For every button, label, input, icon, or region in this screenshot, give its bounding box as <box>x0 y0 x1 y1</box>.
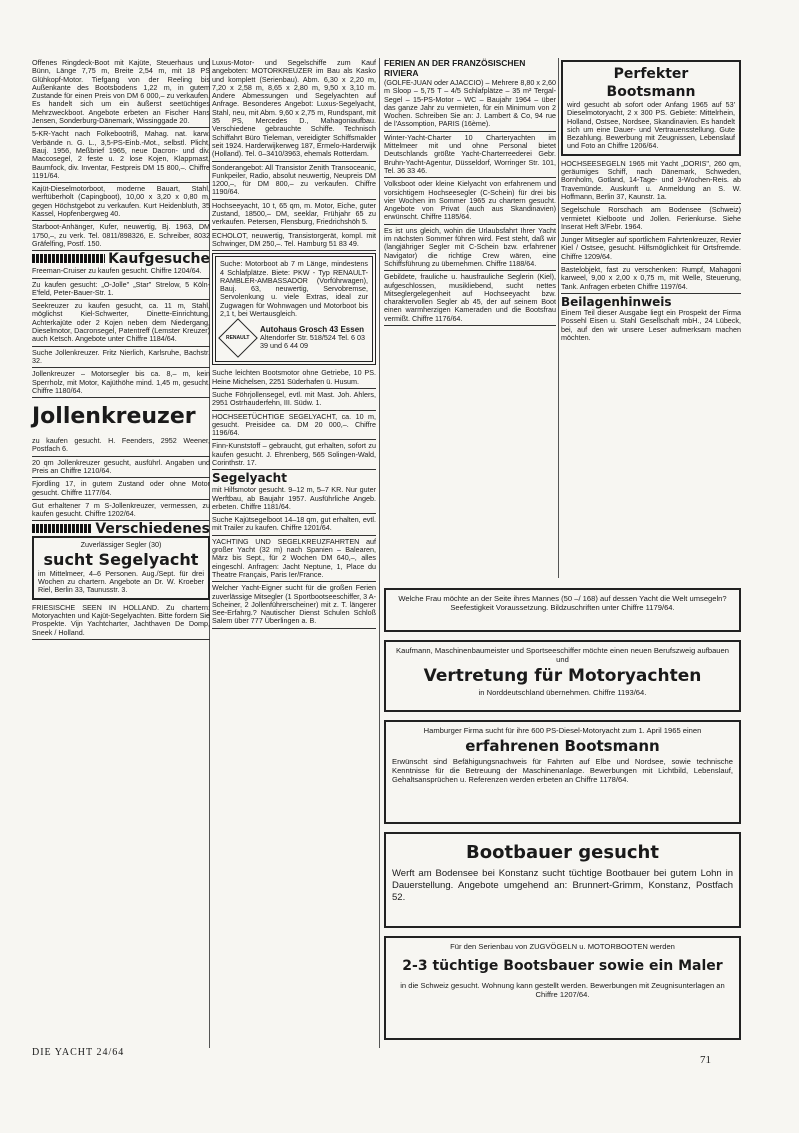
classified-ad: FRIESISCHE SEEN IN HOLLAND. Zu chartern: Motoryachten und Kajüt-Segelyachten. Bitte fordern Sie Prospekte. Vijn Yachtcharter, Jachthaven De Domp, Sneek / Holland. <box>32 603 210 640</box>
boxed-ad-wide <box>384 720 741 824</box>
section-header-kaufgesuche <box>32 250 210 267</box>
dealer-block <box>220 318 368 358</box>
display-headline: Jollenkreuzer <box>32 404 196 430</box>
classified-ad: Welcher Yacht-Eigner sucht für die großen Ferien zuverlässige Mitsegler (1 Sportbootseeschiffer, 3 A-Scheiner, 2 Jollenführerscheiner) mit z. T. längerer See-Erfahrg.? Nautischer Dienst Schulen Schloß Salem über 777 Überlingen a. B. <box>212 583 376 628</box>
ad-headline: sucht Segelyacht <box>43 549 199 569</box>
classified-ad: Suche Jollenkreuzer. Fritz Nierlich, Karlsruhe, Bachstr. 32. <box>32 348 210 369</box>
display-headline: Beilagenhinweis <box>561 294 672 309</box>
classified-ad: Freeman-Cruiser zu kaufen gesucht. Chiffre 1204/64. <box>32 266 210 278</box>
boxed-ad-inner <box>215 256 373 362</box>
boxed-ad <box>32 536 210 599</box>
boxed-ad-wide <box>384 936 741 1040</box>
section-title: Kaufgesuche <box>108 250 210 267</box>
footer-issue: DIE YACHT 24/64 <box>32 1047 125 1058</box>
classified-ad: Zu kaufen gesucht: „O-Jolle" „Star" Strelow, 5 Köln-E'feld, Peter-Bauer-Str. 1. <box>32 280 210 301</box>
classified-ad: Winter-Yacht-Charter 10 Charteryachten im Mittelmeer mit und ohne Personal bietet Deutschlands größte Yacht-Charterreederei Gebr. Bruhn-Yacht-Agentur, Düsseldorf, Worringer Str. 101, Tel. 36 33 46. <box>384 133 556 178</box>
ad-body: in Norddeutschland übernehmen. Chiffre 1193/64. <box>478 688 647 697</box>
classified-ad: Offenes Ringdeck-Boot mit Kajüte, Steuerhaus und Bünn, Länge 7,75 m, Breite 2,54 m, mit 18 PS Glühkopf-Motor. Tiefgang von der Reeling bis Außenkante des Bootsbodens 1,22 m, in gutem Zustande für einen Preis von DM 6 000,– zu verkaufen. Es handelt sich um ein äußerst seetüchtiges Mehrzweckboot. Angebote erbeten an Fischer Hans Jensen, Sonderburg-Dänemark, Wissinggade 20. <box>32 58 210 128</box>
classified-ad: Luxus-Motor- und Segelschiffe zum Kauf angeboten: MOTORKREUZER im Bau als Kasko und komplett (Serienbau). Abm. 6,30 x 2,20 m, 7,20 x 2,58 m, 8,65 x 2,80 m, 9,50 x 3,10 m. Andere Abmessungen und Segelyachten auf Anfrage. Besonderes Angebot: Luxus-Segelyacht, Stahl, neu, mit Abm. 9,60 x 2,75 m, Rundspant, mit 35 PS, Mercedes D., Mahagoniaufbau. Verschiedene gebrauchte Schiffe. Technisch Schiffahrt Büro Tieleman, vereidigter Schiffsmakler seit 1924. Harderwijkerweg 187, Ermelo-Harderwijk (Holland). Tel. 0–3410/3963, ehemals Rotterdam. <box>212 58 376 162</box>
classified-ad: Hochseeyacht, 10 t, 65 qm, m. Motor, Eiche, guter Zustand, 18500,– DM, seeklar, Frühjahr 65 zu verkaufen. Petersen, Flensburg, Friedrichshöh 5. <box>212 201 376 230</box>
classified-ad: Kajüt-Dieselmotorboot, moderne Bauart, Stahl, werftüberholt (Capingboot), 10,00 x 3,20 x 0,80 m, gegen Höchstgebot zu verkaufen. Kurt Heidenbluth, 35 Kassel, Hopfenbergweg 40. <box>32 184 210 221</box>
column-4 <box>561 58 741 342</box>
ad-intro: Hamburger Firma sucht für ihre 600 PS-Diesel-Motoryacht zum 1. April 1965 einen <box>423 726 702 735</box>
renault-logo-icon <box>218 319 258 359</box>
classified-ad: HOCHSEESEGELN 1965 mit Yacht „DORIS", 260 qm, geräumiges Schiff, nach Dänemark, Schweden, Bornholm, Gotland, 14-Tage- und 3-Wochen-Reis. ab Travemünde. Auskunft u. Anmeldung an S. W. Hoffmann, Berlin 37, Kaunstr. 1a. <box>561 159 741 204</box>
ad-headline: Perfekter Bootsmann <box>606 66 696 100</box>
ad-body: Suche: Motorboot ab 7 m Länge, mindestens 4 Schlafplätze. Biete: PKW - Typ RENAULT-RAMBLER-AMBASSADOR (Vorführwagen), Bauj. 63, neuwertig, Servobremse, Servolenkung u. viele Extras, ideal zur Zugwagen für Wohnwagen und Motorboot bis 2,1 t, bei Wertausgleich. <box>220 259 368 319</box>
classified-ad: Es ist uns gleich, wohin die Urlaubsfahrt Ihrer Yacht im nächsten Sommer führen wird. Fest steht, daß wir (langjähriger Segler mit C-Schein bzw. erfahrener Navigator) die richtige Crew wären, eine Schiffsführung zu übernehmen. Chiffre 1188/64. <box>384 226 556 271</box>
display-headline: Segelyacht <box>212 471 287 486</box>
column-1 <box>32 58 210 641</box>
ad-headline: Bootbauer gesucht <box>466 842 659 863</box>
classified-ad: Einem Teil dieser Ausgabe liegt ein Prospekt der Firma Possehl Eisen u. Stahl Gesellschaft mbH., 24 Lübeck, bei, auf den wir unsere Leser aufmerksam machen möchten. <box>561 307 741 342</box>
classified-ad: 20 qm Jollenkreuzer gesucht, ausführl. Angaben und Preis an Chiffre 1210/64. <box>32 458 210 479</box>
classified-ad: 5-KR-Yacht nach Folkebootriß, Mahag. nat. karw. Verbände n. G. L., 3,5-PS-Einb.-Mot., selbstl. Plicht, Bauj. 1956, Meßbrief 1965, neue Dacron- und div. Maccosegel, 2 feste u. 2 lose Kojen, Klappmast, Baumfock, div. Inventar, Festpreis DM 15 800,–. Chiffre 1191/64. <box>32 129 210 183</box>
classified-ad: Suche Föhrjollensegel, evtl. mit Mast. Joh. Ahlers, 2951 Ostrhauderfehn, III. Südw. 1. <box>212 390 376 411</box>
classified-ad: Gut erhaltener 7 m S-Jollenkreuzer, vermessen, zu kaufen gesucht. Chiffre 1202/64. <box>32 501 210 522</box>
classified-ad: zu kaufen gesucht. H. Feenders, 2952 Weener, Postfach 6. <box>32 436 210 457</box>
boxed-ad-wide <box>384 832 741 928</box>
classified-ad: Bastelobjekt, fast zu verschenken: Rumpf, Mahagoni karweel, 9,00 x 2,00 x 0,75 m, mit Welle, Steuerung, Tank. Anfragen erbeten Chiffre 1197/64. <box>561 265 741 294</box>
ad-headline: Vertretung für Motoryachten <box>423 666 702 686</box>
classified-ad: (GOLFE-JUAN oder AJACCIO) – Mehrere 8,80 x 2,60 m Sloop – 5,75 T – 4/5 Schlafplätze – 35 m² Tergal-Segel – 15-PS-Motor – WC – Baujahr 1964 – über das ganze Jahr zu vermieten, für ein Minimum von 2 Wochen. Schreiben Sie an: J. Lambert & Co, 94 rue de l'Assomption, PARIS (16ème). <box>384 78 556 132</box>
section-title: Verschiedenes <box>95 520 210 537</box>
boxed-ad-renault <box>212 253 376 365</box>
ad-headline: erfahrenen Bootsmann <box>465 737 660 755</box>
classified-ad: Fjordling 17, in gutem Zustand oder ohne Motor gesucht. Chiffre 1177/64. <box>32 479 210 500</box>
header-bar-pattern <box>32 524 92 533</box>
logo-text: RENAULT <box>226 335 250 342</box>
classified-ad: Suche leichten Bootsmotor ohne Getriebe, 10 PS. Heine Michelsen, 2251 Süderhafen ü. Husum. <box>212 368 376 389</box>
classified-ad: Seekreuzer zu kaufen gesucht, ca. 11 m, Stahl, möglichst Kiel-Schwerter, Dinette-Einrichtung, Achterkajüte oder 2 Kojen neben dem Niedergang, Dieselmotor, Dacronsegel, Patentreff (Lemster Kreuzer) auch Ketsch. Angebote unter Chiffre 1184/64. <box>32 301 210 346</box>
header-bar-pattern <box>32 254 105 263</box>
classified-ad: Suche Kajütsegelboot 14–18 qm, gut erhalten, evtl. mit Trailer zu kaufen. Chiffre 1201/64. <box>212 515 376 536</box>
ad-intro: Für den Serienbau von ZUGVÖGELN u. MOTORBOOTEN werden <box>450 942 675 951</box>
classified-ad: Gebildete, frauliche u. hausfrauliche Seglerin (Kiel), aufgeschlossen, musikliebend, sucht nettes Mitseglergelegenheit auf Hochseeyacht bzw. charaktervollen Segler ab 45, der auf seinem Boot einen warmherzigen Kameraden und die Bootsfrau vermißt. Chiffre 1176/64. <box>384 272 556 326</box>
ad-body: Erwünscht sind Befähigungsnachweis für Fahrten auf Elbe und Nordsee, sowie technische Kenntnisse für die Betreuung der Maschinenanlage. Bewerbungen mit Lichtbild, Lebenslauf, Gehaltsansprüchen u. Referenzen werden erbeten an Chiffre 1178/64. <box>392 757 733 784</box>
ad-headline: 2-3 tüchtige Bootsbauer sowie ein Maler <box>402 958 723 974</box>
classified-ad: ECHOLOT, neuwertig, Transistorgerät, kompl. mit Schwinger, DM 250,–. Tel. Hamburg 51 83 49. <box>212 231 376 252</box>
classified-ad: Sonderangebot: All Transistor Zenith Transoceanic, Funkpeiler, Radio, absolut neuwertig, Neupreis DM 1200,–, für DM 800,– zu verkaufen. Chiffre 1190/64. <box>212 163 376 200</box>
classified-ad: Jollenkreuzer – Motorsegler bis ca. 8,– m, kein Sperrholz, mit Motor, Kajüthöhe mind. 1,45 m, gesucht. Chiffre 1180/64. <box>32 369 210 398</box>
ad-intro: Zuverlässiger Segler (30) <box>80 540 162 550</box>
ad-body: wird gesucht ab sofort oder Anfang 1965 auf 53' Dieselmotoryacht, 2 x 300 PS. Gebiete: Mittelrhein, Holland, Ostsee, Nordsee, Skandinavien. Es handelt sich um eine Dauer- und Vertrauensstellung. Gute Bezahlung. Bewerbung mit Zeugnissen, Lebenslauf und Foto an Chiffre 1206/64. <box>567 100 735 151</box>
ad-headline: FERIEN AN DER FRANZÖSISCHEN RIVIERA <box>384 58 526 78</box>
ad-body: in die Schweiz gesucht. Wohnung kann gestellt werden. Bewerbungen mit Zeugnisunterlagen an Chiffre 1207/64. <box>400 981 725 999</box>
dealer-name: Autohaus Grosch 43 Essen <box>260 324 365 334</box>
classified-ad: Segelschule Rorschach am Bodensee (Schweiz) vermietet Kielboote und Jollen. Ferienkurse. Siehe Inserat Heft 3/Febr. 1964. <box>561 205 741 234</box>
ad-intro: Kaufmann, Maschinenbaumeister und Sportseeschiffer möchte einen neuen Berufszweig aufbauen und <box>396 646 729 664</box>
boxed-ad <box>561 60 741 156</box>
column-rule <box>558 58 559 578</box>
classified-ad: Junger Mitsegler auf sportlichem Fahrtenkreuzer, Revier Kiel / Ostsee, gesucht. Hilfsmöglichkeit für Ortsfremde. Chiffre 1209/64. <box>561 235 741 264</box>
dealer-address: Altendorfer Str. 518/524 Tel. 6 03 39 und 6 44 09 <box>260 333 365 351</box>
column-3 <box>384 58 556 327</box>
page-number: 71 <box>700 1054 711 1066</box>
section-header-verschiedenes <box>32 520 210 537</box>
boxed-ad-wide <box>384 588 741 632</box>
classified-ad: Starboot-Anhänger, Kufer, neuwertig, Bj. 1963, DM 1750,–, zu verk. Tel. 0811/898326, E. Schreiber, 8032 Gräfelfing, Postf. 150. <box>32 222 210 251</box>
boxed-ad-wide <box>384 640 741 712</box>
ad-body: Welche Frau möchte an der Seite ihres Mannes (50 –/ 168) auf dessen Yacht die Welt umsegeln? Seefestigkeit Voraussetzung. Bildzuschriften unter Chiffre 1179/64. <box>398 594 727 612</box>
classified-ad: mit Hilfsmotor gesucht. 9–12 m, 5–7 KR. Nur guter Werftbau, ab Baujahr 1957. Ausführliche Angeb. erbeten. Chiffre 1181/64. <box>212 485 376 514</box>
classified-ad: YACHTING UND SEGELKREUZFAHRTEN auf großer Yacht (32 m) nach Spanien – Balearen, März bis Sept., für 2 Wochen DM 640,–, alles eingeschl. Anfragen: Jacht Neptune, 1, Place du Theatre Français, Paris Ier/France. <box>212 537 376 582</box>
classified-ad: Volksboot oder kleine Kielyacht von erfahrenem und vorsichtigem Hochseesegler (C-Schein) für drei bis vier Wochen im Sommer 1965 zu chartern gesucht. Angebote von Privat (auch aus Skandinavien) erwünscht. Chiffre 1185/64. <box>384 179 556 224</box>
column-rule <box>379 58 380 1048</box>
ad-body: Werft am Bodensee bei Konstanz sucht tüchtige Bootbauer bei gutem Lohn in Dauerstellung. Angebote umgehend an: Brunnert-Grimm, Konstanz, Postfach 52. <box>392 868 733 903</box>
column-2 <box>212 58 376 630</box>
classified-ad: Finn-Kunststoff – gebraucht, gut erhalten, sofort zu kaufen gesucht. J. Ehrenberg, 565 Solingen-Wald, Corinthstr. 17. <box>212 441 376 470</box>
classified-ad: HOCHSEETÜCHTIGE SEGELYACHT, ca. 10 m, gesucht. Preisidee ca. DM 20 000,–. Chiffre 1196/64. <box>212 412 376 441</box>
ad-body: im Mittelmeer, 4–6 Personen. Aug./Sept. für drei Wochen zu chartern. Angebote an Dr. W. Kroeber Riel, Berlin 33, Taunusstr. 3. <box>38 568 204 595</box>
